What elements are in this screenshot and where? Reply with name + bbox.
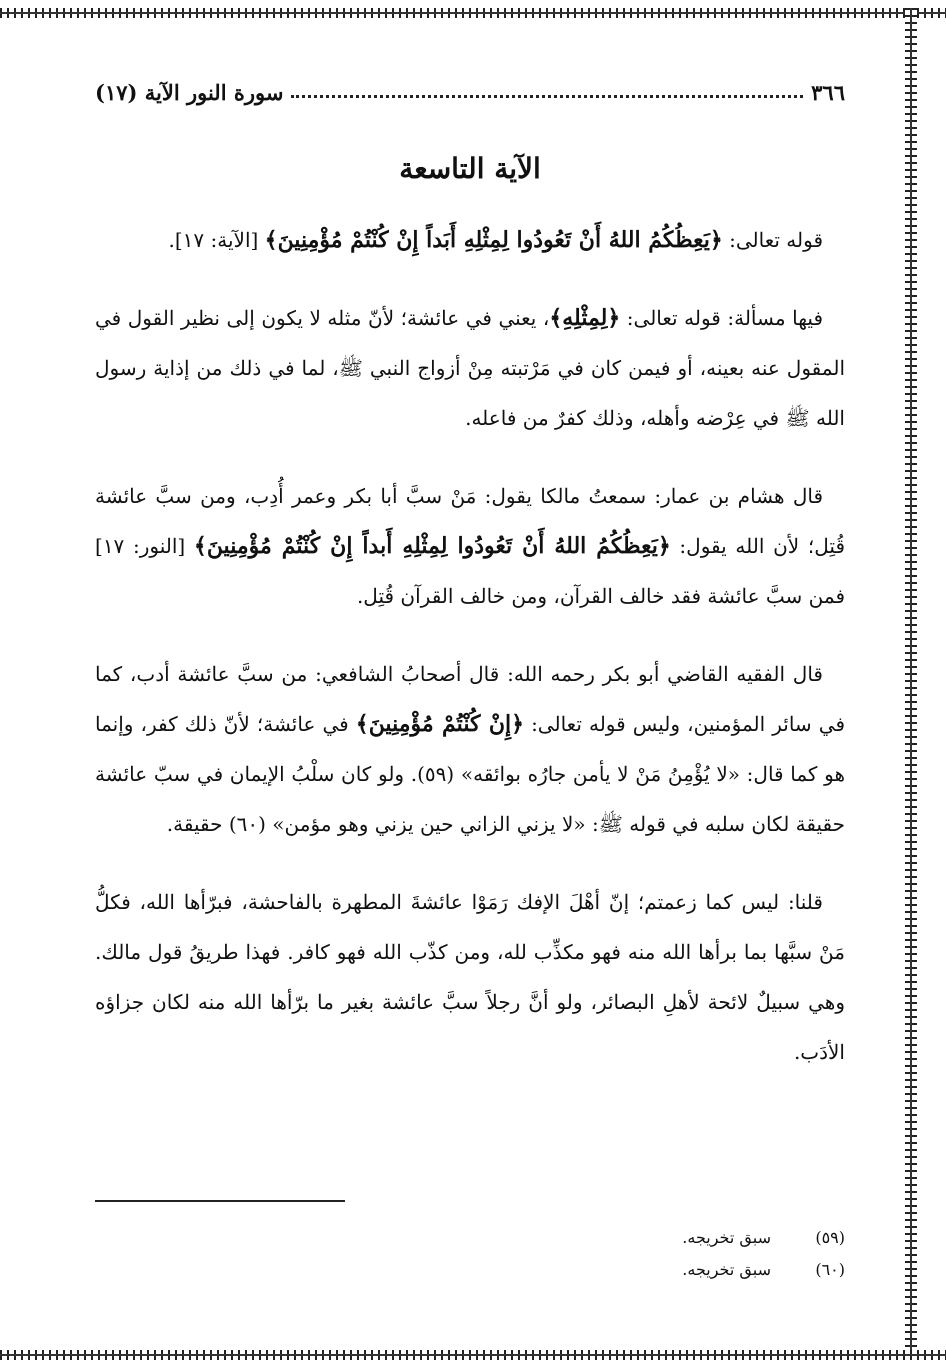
quran-verse: ﴿إِنْ كُنْتُمْ مُؤْمِنِينَ﴾	[355, 711, 524, 737]
paragraph-3	[95, 471, 845, 621]
footnote-text: سبق تخريجه.	[682, 1260, 771, 1279]
paragraph-text: قلنا: ليس كما زعمتم؛ إنّ أهْلَ الإفك رَمَوْا عائشةَ المطهرة بالفاحشة، فبرّأها الله، فكلُّ مَنْ سبَّها بما برأها الله منه فهو مكذِّب لله، ومن كذّب الله فهو كافر. فهذا طريقُ قول مالك. وهي سبيلٌ لائحة لأهلِ البصائر، ولو أنَّ رجلاً سبَّ عائشة بغير ما برّأها الله منه لكان جزاؤه الأدَب.	[95, 890, 845, 1064]
section-title: الآية التاسعة	[399, 152, 541, 185]
paragraph-1	[95, 215, 845, 265]
quran-verse: ﴿لِمِثْلِهِ﴾	[549, 305, 621, 331]
running-title: سورة النور الآية (١٧)	[95, 79, 284, 105]
dotted-leader	[291, 95, 803, 98]
top-ornamental-border	[0, 8, 946, 18]
footnote-59	[95, 1222, 845, 1254]
running-header	[95, 70, 845, 114]
footnote-number: (٥٩)	[815, 1228, 845, 1247]
footnote-separator	[95, 1200, 345, 1202]
footnote-number: (٦٠)	[815, 1260, 845, 1279]
right-ornamental-border	[905, 8, 917, 1360]
paragraph-4	[95, 649, 845, 849]
paragraph-5	[95, 877, 845, 1077]
footnote-60	[95, 1254, 845, 1286]
paragraph-text: [الآية: ١٧].	[168, 228, 265, 252]
quran-verse: ﴿يَعِظُكُمُ اللهُ أَنْ تَعُودُوا لِمِثْلِهِ أَبداً إِنْ كُنْتُمْ مُؤْمِنِينَ﴾	[193, 533, 671, 559]
bottom-ornamental-border	[0, 1350, 946, 1360]
paragraph-text: قال الفقيه القاضي أبو بكر رحمه الله: قال أصحابُ الشافعي: من سبَّ عائشة أدب، كما في سائر المؤمنين، وليس قوله تعالى:	[95, 662, 846, 736]
paragraph-text: فيها مسألة: قوله تعالى:	[620, 306, 824, 330]
quran-verse: ﴿يَعِظُكُمُ اللهُ أَنْ تَعُودُوا لِمِثْلِهِ أَبَداً إِنْ كُنْتُمْ مُؤْمِنِينَ﴾	[264, 227, 723, 253]
paragraph-text: في عائشة؛ لأنّ ذلك كفر، وإنما هو كما قال: «لا يُؤْمِنُ مَنْ لا يأمن جارُه بوائقه» (٥٩). ولو كان سلْبُ الإيمان في سبّ عائشة حقيقة لكان سلبه في قوله ﷺ: «لا يزني الزاني حين يزني وهو مؤمن» (٦٠) حقيقة.	[95, 712, 845, 836]
paragraph-text: قوله تعالى:	[722, 228, 823, 252]
footnotes	[95, 1222, 845, 1286]
paragraph-text: [النور: ١٧] فمن سبَّ عائشة فقد خالف القرآن، ومن خالف القرآن قُتِل.	[95, 534, 845, 608]
page-number: ٣٦٦	[811, 79, 845, 105]
paragraph-text: ، يعني في عائشة؛ لأنّ مثله لا يكون إلى نظير القول في المقول عنه بعينه، أو فيمن كان في مَرْتبته مِنْ أزواج النبي ﷺ، لما في ذلك من إذاية رسول الله ﷺ في عِرْضه وأهله، وذلك كفرٌ من فاعله.	[95, 306, 845, 430]
page-body	[95, 70, 845, 1105]
paragraph-2	[95, 293, 845, 443]
footnote-text: سبق تخريجه.	[682, 1228, 771, 1247]
paragraph-text: قال هشام بن عمار: سمعتُ مالكا يقول: مَنْ سبَّ أبا بكر وعمر أُدِب، ومن سبَّ عائشة قُتِل؛ لأن الله يقول:	[95, 484, 845, 558]
